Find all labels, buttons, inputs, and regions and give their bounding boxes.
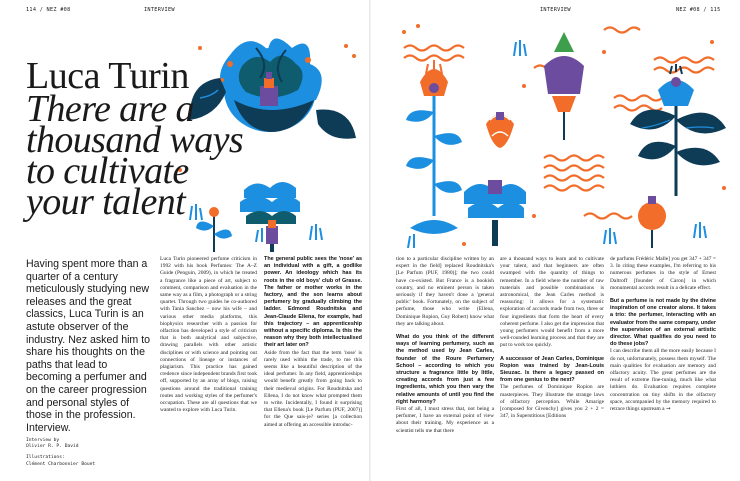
question-paragraph: What do you think of the different ways of learning perfumery, such as the method used by Jean Carles, founder of the Roure Perfumery School – according to which you structure a fragrance little by little, creating accords from just a few ingredients, which you then vary the relative amounts of until you find the right harmony? — [396, 334, 494, 405]
body-paragraph: First of all, I must stress that, not being a perfumer, I have an external point of view about their training. My experience as a scientist tells me that there — [396, 406, 494, 434]
body-column-2 — [264, 256, 362, 429]
body-paragraph: are a thousand ways to learn and to cultivate your talent, and that beginners are often swamped with the quantity of things to remember. In a field where the number of raw materials and possible combinations is astronomical, the Jean Carles method is reassuring: it allows for a systematic exploration of accords made from two, three or four ingredients that form the heart of every coherent perfume. I also get the impression that young perfumers would benefit from a more well-rounded learning process and that they are put to work too quickly. — [500, 256, 604, 349]
question-paragraph: A successor of Jean Carles, Dominique Ropion was trained by Jean-Louis Sieuzac. Is there a legacy passed on from one genius to the next? — [500, 355, 604, 384]
flower-head-illustration — [220, 38, 322, 132]
body-column-4 — [500, 256, 604, 420]
left-folio: 114 / NEZ #08 — [26, 7, 71, 13]
article-title-sub — [26, 88, 244, 223]
body-paragraph: The perfumes of Dominique Ropion are masterpieces. They illustrate the strange laws of olfactory perception. While Amarige [composed for Givenchy] gives you 2 + 2 = 347, in Superstitious [Editions — [500, 384, 604, 420]
body-column-3 — [396, 256, 494, 435]
question-paragraph: The general public sees the 'nose' as an individual with a gift, a godlike power. An ideology which has its roots in the old boys' club of Grasse. The father or mother works in the factory, and the son learns about perfumery by gradually climbing the ladder. Edmond Roudnitska and Jean-Claude Ellena, for example, had this trajectory – an apprenticeship without a specific diploma. Is this the reason why they both intellectualised their art later on? — [264, 256, 362, 349]
orange-bulb-illustration — [638, 196, 666, 248]
tall-plant-illustration — [406, 60, 462, 234]
right-page — [370, 0, 740, 481]
body-column-5 — [610, 256, 716, 413]
right-section-label: INTERVIEW — [540, 7, 571, 13]
illustrations-label: Illustrations: — [26, 455, 65, 461]
body-paragraph — [610, 348, 716, 413]
title-line: to cultivate — [26, 150, 189, 192]
body-paragraph: Aside from the fact that the term 'nose' is rarely used within the trade, to me this seems like a beautiful description of the ideal perfumer. In any field, apprenticeships would benefit greatly from going back to their medieval origins. For Roudnitska and Ellena, I do not know what prompted them to write. Incidentally, I found it surprising that Ellena's book [Le Parfum (PUF, 2007)] for the Que sais-je? series [a collection aimed at offering an accessible introduc- — [264, 349, 362, 428]
navy-plant-illustration — [630, 64, 726, 196]
right-illustration — [394, 16, 734, 250]
right-folio: NEZ #08 / 115 — [676, 7, 721, 13]
interview-name: Olivier R. P. David — [26, 444, 79, 450]
cloud-stack-illustration — [240, 182, 300, 252]
question-paragraph: But a perfume is not made by the divine inspiration of one creator alone. It takes a trio: the perfumer, interacting with an evaluator from the same company, under the supervision of an external artistic director. What qualifies do you need to do these jobs? — [610, 298, 716, 348]
title-line: There are a — [26, 88, 194, 130]
purple-flower-illustration — [544, 32, 584, 140]
orange-blossom-illustration — [486, 112, 514, 148]
title-line: your talent — [26, 181, 186, 223]
illustrations-name: Clément Charbonnier Bouet — [26, 461, 96, 467]
intro-paragraph: Having spent more than a quarter of a century meticulously studying new releases and the great classics, Luca Turin is an astute observer of the industry. Nez asked him to share his thoughts on the paths that lead to becoming a perfumer and on the career progression and personal styles of those in the profession. Interview. — [26, 258, 151, 434]
continue-arrow-icon: → — [665, 406, 671, 413]
article-title-name: Luca Turin — [26, 55, 189, 97]
interview-label: Interview by — [26, 438, 60, 443]
left-section-label: INTERVIEW — [144, 7, 175, 13]
body-paragraph: de parfums Frédéric Malle] you get 347 + 347 = 3. In citing these examples, I'm referring to his numerous perfumes in the style of Ernest Daltroff [founder of Caron] in which monumental accords result in a delicate effect. — [610, 256, 716, 291]
body-paragraph: Luca Turin pioneered perfume criticism in 1992 with his book Perfumes: The A–Z Guide (Penguin, 2009), in which he treated a fragrance like a piece of art, subject to comment, comparison and evaluation in the same way as a film, a photograph or a string quartet. Through two guides he co-authored with Tania Sanchez – now his wife – and various other media platforms, this biophysics researcher with a passion for olfaction has developed a style of criticism that is both analytical and subjective, drawing parallels with other artistic disciplines or with science and pointing out connections of lineage or instances of plagiarism. This practice has gained credence since independent brands first took off, supported by an array of blogs, raising questions around the traditional training routes and working styles of the perfumer's occupation. These are all questions that we wanted to explore with Luca Turin. — [160, 256, 257, 414]
body-column-1 — [160, 256, 257, 414]
title-line: thousand ways — [26, 119, 244, 161]
cloud-flower-illustration — [464, 180, 526, 246]
credits — [26, 438, 95, 468]
body-text: I can describe them all the more easily because I do not, unfortunately, possess them myself. The main qualities for evaluation are memory and olfactory acuity. The great perfumes are the result of extreme fine-tuning, much like what luthiers do. Evaluation requires complete concentration on tiny shifts in the olfactory space, accompanied by the memory required to retrace things upstream a — [610, 348, 716, 413]
body-paragraph: tion to a particular discipline written by an expert in the field] replaced Roudnitska's [Le Parfum (PUF, 1980)]; the two could have co-existed. But France is a bookish country, and no eminent person is taken seriously if they haven't done a 'general public' book. Fortunately, on the subject of perfume, those who write (Ellena, Dominique Ropion, Guy Robert) know what they are talking about. — [396, 256, 494, 327]
